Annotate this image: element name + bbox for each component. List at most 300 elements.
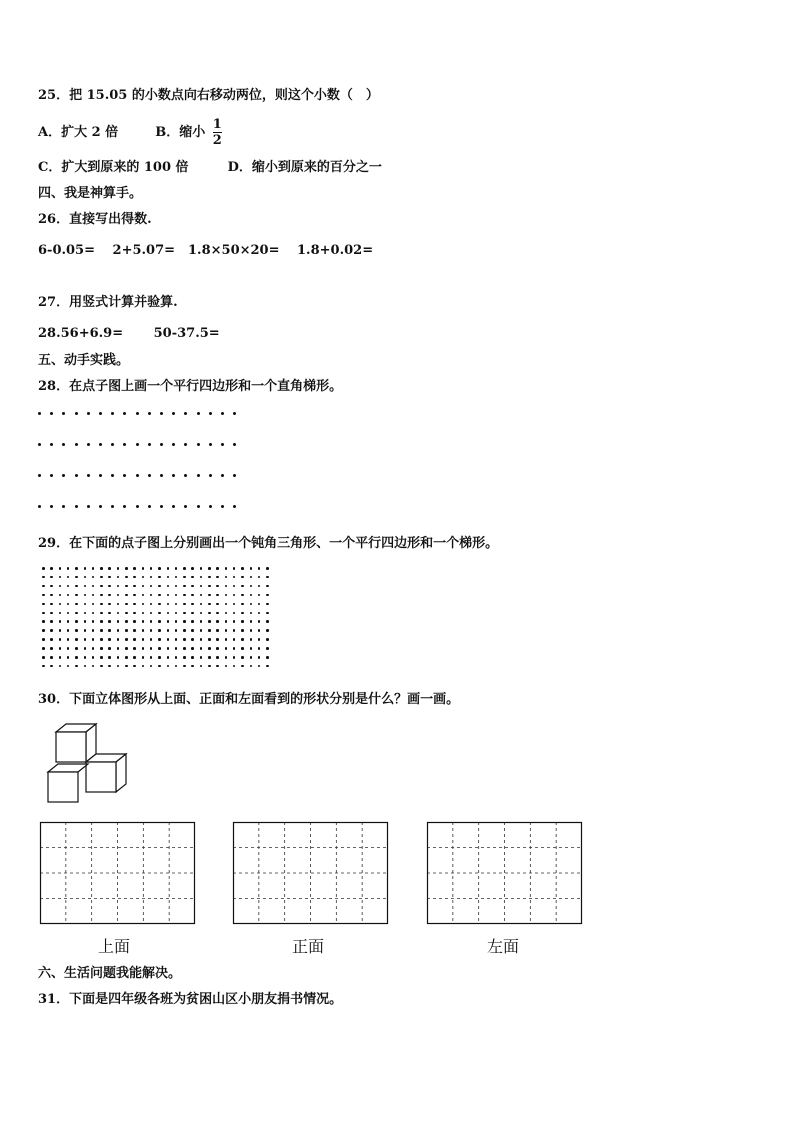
grid-dot[interactable] xyxy=(241,656,244,659)
grid-dot[interactable] xyxy=(258,585,261,588)
grid-dot[interactable] xyxy=(50,665,53,668)
grid-dot[interactable] xyxy=(241,647,244,650)
grid-dot[interactable] xyxy=(266,629,269,632)
left-view-grid[interactable] xyxy=(427,822,582,924)
grid-dot[interactable] xyxy=(184,505,187,508)
grid-dot[interactable] xyxy=(233,443,236,446)
grid-dot[interactable] xyxy=(100,576,103,579)
grid-dot[interactable] xyxy=(87,412,90,415)
grid-dot[interactable] xyxy=(50,612,53,615)
grid-dot[interactable] xyxy=(100,620,103,623)
grid-dot[interactable] xyxy=(92,612,95,615)
grid-dot[interactable] xyxy=(208,612,211,615)
grid-dot[interactable] xyxy=(221,474,224,477)
grid-dot[interactable] xyxy=(167,612,170,615)
grid-dot[interactable] xyxy=(233,474,236,477)
grid-dot[interactable] xyxy=(133,647,136,650)
grid-dot[interactable] xyxy=(233,576,236,579)
grid-dot[interactable] xyxy=(183,620,186,623)
grid-dot[interactable] xyxy=(123,412,126,415)
grid-dot[interactable] xyxy=(75,567,78,570)
grid-dot[interactable] xyxy=(84,620,87,623)
grid-dot[interactable] xyxy=(158,629,161,632)
grid-dot[interactable] xyxy=(92,656,95,659)
grid-dot[interactable] xyxy=(158,603,161,606)
grid-dot[interactable] xyxy=(92,576,95,579)
grid-dot[interactable] xyxy=(92,594,95,597)
grid-dot[interactable] xyxy=(38,412,41,415)
grid-dot[interactable] xyxy=(92,585,95,588)
grid-dot[interactable] xyxy=(184,474,187,477)
grid-dot[interactable] xyxy=(87,443,90,446)
grid-dot[interactable] xyxy=(191,567,194,570)
grid-dot[interactable] xyxy=(59,665,62,668)
grid-dot[interactable] xyxy=(133,629,136,632)
grid-dot[interactable] xyxy=(216,638,219,641)
grid-dot[interactable] xyxy=(233,612,236,615)
grid-dot[interactable] xyxy=(100,567,103,570)
grid-dot[interactable] xyxy=(84,585,87,588)
grid-dot[interactable] xyxy=(92,629,95,632)
grid-dot[interactable] xyxy=(150,585,153,588)
grid-dot[interactable] xyxy=(133,612,136,615)
grid-dot[interactable] xyxy=(241,629,244,632)
grid-dot[interactable] xyxy=(125,612,128,615)
grid-dot[interactable] xyxy=(148,412,151,415)
grid-dot[interactable] xyxy=(133,638,136,641)
grid-dot[interactable] xyxy=(92,665,95,668)
grid-dot[interactable] xyxy=(158,576,161,579)
grid-dot[interactable] xyxy=(117,638,120,641)
grid-dot[interactable] xyxy=(92,638,95,641)
grid-dot[interactable] xyxy=(100,656,103,659)
grid-dot[interactable] xyxy=(197,412,200,415)
grid-dot[interactable] xyxy=(133,603,136,606)
grid-dot[interactable] xyxy=(191,629,194,632)
grid-dot[interactable] xyxy=(183,603,186,606)
grid-dot[interactable] xyxy=(59,585,62,588)
grid-dot[interactable] xyxy=(50,505,53,508)
grid-dot[interactable] xyxy=(209,412,212,415)
grid-dot[interactable] xyxy=(250,594,253,597)
grid-dot[interactable] xyxy=(92,620,95,623)
grid-dot[interactable] xyxy=(87,505,90,508)
grid-dot[interactable] xyxy=(258,629,261,632)
grid-dot[interactable] xyxy=(208,603,211,606)
grid-dot[interactable] xyxy=(216,665,219,668)
grid-dot[interactable] xyxy=(175,629,178,632)
grid-dot[interactable] xyxy=(225,638,228,641)
grid-dot[interactable] xyxy=(241,567,244,570)
grid-dot[interactable] xyxy=(233,656,236,659)
grid-dot[interactable] xyxy=(42,594,45,597)
grid-dot[interactable] xyxy=(191,638,194,641)
grid-dot[interactable] xyxy=(67,603,70,606)
grid-dot[interactable] xyxy=(172,443,175,446)
grid-dot[interactable] xyxy=(59,594,62,597)
grid-dot[interactable] xyxy=(216,567,219,570)
grid-dot[interactable] xyxy=(200,576,203,579)
grid-dot[interactable] xyxy=(191,656,194,659)
grid-dot[interactable] xyxy=(133,656,136,659)
grid-dot[interactable] xyxy=(92,603,95,606)
grid-dot[interactable] xyxy=(216,576,219,579)
grid-dot[interactable] xyxy=(225,629,228,632)
grid-dot[interactable] xyxy=(108,665,111,668)
grid-dot[interactable] xyxy=(100,665,103,668)
grid-dot[interactable] xyxy=(42,612,45,615)
grid-dot[interactable] xyxy=(233,594,236,597)
grid-dot[interactable] xyxy=(150,594,153,597)
grid-dot[interactable] xyxy=(183,612,186,615)
grid-dot[interactable] xyxy=(84,665,87,668)
grid-dot[interactable] xyxy=(67,576,70,579)
grid-dot[interactable] xyxy=(100,629,103,632)
grid-dot[interactable] xyxy=(50,603,53,606)
grid-dot[interactable] xyxy=(100,612,103,615)
grid-dot[interactable] xyxy=(221,505,224,508)
grid-dot[interactable] xyxy=(125,576,128,579)
grid-dot[interactable] xyxy=(208,594,211,597)
grid-dot[interactable] xyxy=(67,567,70,570)
grid-dot[interactable] xyxy=(233,647,236,650)
grid-dot[interactable] xyxy=(99,412,102,415)
grid-dot[interactable] xyxy=(42,629,45,632)
grid-dot[interactable] xyxy=(150,656,153,659)
grid-dot[interactable] xyxy=(148,474,151,477)
grid-dot[interactable] xyxy=(258,567,261,570)
grid-dot[interactable] xyxy=(117,647,120,650)
grid-dot[interactable] xyxy=(75,594,78,597)
grid-dot[interactable] xyxy=(133,576,136,579)
grid-dot[interactable] xyxy=(67,620,70,623)
grid-dot[interactable] xyxy=(200,620,203,623)
grid-dot[interactable] xyxy=(38,505,41,508)
grid-dot[interactable] xyxy=(233,567,236,570)
grid-dot[interactable] xyxy=(175,585,178,588)
grid-dot[interactable] xyxy=(258,612,261,615)
grid-dot[interactable] xyxy=(108,638,111,641)
grid-dot[interactable] xyxy=(59,612,62,615)
grid-dot[interactable] xyxy=(84,567,87,570)
grid-dot[interactable] xyxy=(258,603,261,606)
grid-dot[interactable] xyxy=(150,612,153,615)
grid-dot[interactable] xyxy=(266,647,269,650)
grid-dot[interactable] xyxy=(216,656,219,659)
grid-dot[interactable] xyxy=(258,656,261,659)
grid-dot[interactable] xyxy=(84,656,87,659)
grid-dot[interactable] xyxy=(67,612,70,615)
grid-dot[interactable] xyxy=(117,665,120,668)
grid-dot[interactable] xyxy=(67,629,70,632)
grid-dot[interactable] xyxy=(225,612,228,615)
grid-dot[interactable] xyxy=(200,665,203,668)
grid-dot[interactable] xyxy=(111,474,114,477)
grid-dot[interactable] xyxy=(123,505,126,508)
grid-dot[interactable] xyxy=(100,647,103,650)
grid-dot[interactable] xyxy=(175,612,178,615)
grid-dot[interactable] xyxy=(197,505,200,508)
grid-dot[interactable] xyxy=(225,576,228,579)
grid-dot[interactable] xyxy=(38,443,41,446)
grid-dot[interactable] xyxy=(197,443,200,446)
grid-dot[interactable] xyxy=(150,620,153,623)
grid-dot[interactable] xyxy=(75,412,78,415)
grid-dot[interactable] xyxy=(50,594,53,597)
grid-dot[interactable] xyxy=(233,620,236,623)
grid-dot[interactable] xyxy=(67,585,70,588)
grid-dot[interactable] xyxy=(108,620,111,623)
grid-dot[interactable] xyxy=(208,647,211,650)
grid-dot[interactable] xyxy=(167,576,170,579)
grid-dot[interactable] xyxy=(200,647,203,650)
grid-dot[interactable] xyxy=(183,629,186,632)
grid-dot[interactable] xyxy=(100,638,103,641)
grid-dot[interactable] xyxy=(42,603,45,606)
grid-dot[interactable] xyxy=(200,629,203,632)
grid-dot[interactable] xyxy=(84,629,87,632)
grid-dot[interactable] xyxy=(225,665,228,668)
grid-dot[interactable] xyxy=(67,647,70,650)
grid-dot[interactable] xyxy=(200,612,203,615)
grid-dot[interactable] xyxy=(117,576,120,579)
grid-dot[interactable] xyxy=(150,638,153,641)
grid-dot[interactable] xyxy=(150,603,153,606)
grid-dot[interactable] xyxy=(266,638,269,641)
grid-dot[interactable] xyxy=(148,443,151,446)
grid-dot[interactable] xyxy=(183,576,186,579)
grid-dot[interactable] xyxy=(67,665,70,668)
grid-dot[interactable] xyxy=(42,620,45,623)
grid-dot[interactable] xyxy=(158,620,161,623)
grid-dot[interactable] xyxy=(123,443,126,446)
grid-dot[interactable] xyxy=(75,576,78,579)
grid-dot[interactable] xyxy=(150,665,153,668)
grid-dot[interactable] xyxy=(184,443,187,446)
grid-dot[interactable] xyxy=(59,567,62,570)
grid-dot[interactable] xyxy=(75,638,78,641)
grid-dot[interactable] xyxy=(133,585,136,588)
grid-dot[interactable] xyxy=(225,656,228,659)
grid-dot[interactable] xyxy=(216,594,219,597)
grid-dot[interactable] xyxy=(125,594,128,597)
grid-dot[interactable] xyxy=(258,576,261,579)
grid-dot[interactable] xyxy=(142,576,145,579)
grid-dot[interactable] xyxy=(75,505,78,508)
grid-dot[interactable] xyxy=(92,647,95,650)
grid-dot[interactable] xyxy=(75,620,78,623)
grid-dot[interactable] xyxy=(175,638,178,641)
grid-dot[interactable] xyxy=(258,620,261,623)
grid-dot[interactable] xyxy=(225,594,228,597)
grid-dot[interactable] xyxy=(158,567,161,570)
grid-dot[interactable] xyxy=(123,474,126,477)
grid-dot[interactable] xyxy=(99,505,102,508)
grid-dot[interactable] xyxy=(266,576,269,579)
grid-dot[interactable] xyxy=(67,656,70,659)
grid-dot[interactable] xyxy=(241,665,244,668)
grid-dot[interactable] xyxy=(150,567,153,570)
grid-dot[interactable] xyxy=(133,665,136,668)
grid-dot[interactable] xyxy=(75,656,78,659)
grid-dot[interactable] xyxy=(136,443,139,446)
grid-dot[interactable] xyxy=(209,505,212,508)
grid-dot[interactable] xyxy=(208,620,211,623)
grid-dot[interactable] xyxy=(241,638,244,641)
top-view-grid[interactable] xyxy=(40,822,195,924)
grid-dot[interactable] xyxy=(175,647,178,650)
grid-dot[interactable] xyxy=(150,647,153,650)
grid-dot[interactable] xyxy=(175,665,178,668)
grid-dot[interactable] xyxy=(191,594,194,597)
grid-dot[interactable] xyxy=(117,612,120,615)
grid-dot[interactable] xyxy=(158,585,161,588)
grid-dot[interactable] xyxy=(167,567,170,570)
grid-dot[interactable] xyxy=(233,412,236,415)
grid-dot[interactable] xyxy=(125,567,128,570)
grid-dot[interactable] xyxy=(59,638,62,641)
grid-dot[interactable] xyxy=(75,629,78,632)
grid-dot[interactable] xyxy=(142,629,145,632)
grid-dot[interactable] xyxy=(191,576,194,579)
grid-dot[interactable] xyxy=(62,412,65,415)
grid-dot[interactable] xyxy=(167,647,170,650)
grid-dot[interactable] xyxy=(158,665,161,668)
grid-dot[interactable] xyxy=(50,576,53,579)
grid-dot[interactable] xyxy=(200,567,203,570)
grid-dot[interactable] xyxy=(241,620,244,623)
grid-dot[interactable] xyxy=(136,412,139,415)
grid-dot[interactable] xyxy=(160,412,163,415)
grid-dot[interactable] xyxy=(167,585,170,588)
grid-dot[interactable] xyxy=(142,665,145,668)
grid-dot[interactable] xyxy=(84,603,87,606)
grid-dot[interactable] xyxy=(158,612,161,615)
grid-dot[interactable] xyxy=(42,647,45,650)
grid-dot[interactable] xyxy=(191,665,194,668)
grid-dot[interactable] xyxy=(158,594,161,597)
grid-dot[interactable] xyxy=(62,443,65,446)
grid-dot[interactable] xyxy=(75,665,78,668)
grid-dot[interactable] xyxy=(148,505,151,508)
grid-dot[interactable] xyxy=(241,585,244,588)
grid-dot[interactable] xyxy=(108,594,111,597)
grid-dot[interactable] xyxy=(175,603,178,606)
grid-dot[interactable] xyxy=(266,620,269,623)
grid-dot[interactable] xyxy=(209,474,212,477)
grid-dot[interactable] xyxy=(84,647,87,650)
grid-dot[interactable] xyxy=(99,443,102,446)
grid-dot[interactable] xyxy=(233,505,236,508)
grid-dot[interactable] xyxy=(111,443,114,446)
grid-dot[interactable] xyxy=(250,576,253,579)
grid-dot[interactable] xyxy=(50,567,53,570)
grid-dot[interactable] xyxy=(50,629,53,632)
grid-dot[interactable] xyxy=(50,638,53,641)
grid-dot[interactable] xyxy=(175,594,178,597)
grid-dot[interactable] xyxy=(75,612,78,615)
grid-dot[interactable] xyxy=(208,656,211,659)
grid-dot[interactable] xyxy=(99,474,102,477)
grid-dot[interactable] xyxy=(117,656,120,659)
grid-dot[interactable] xyxy=(108,585,111,588)
grid-dot[interactable] xyxy=(125,647,128,650)
grid-dot[interactable] xyxy=(108,576,111,579)
grid-dot[interactable] xyxy=(167,594,170,597)
grid-dot[interactable] xyxy=(250,629,253,632)
grid-dot[interactable] xyxy=(183,585,186,588)
grid-dot[interactable] xyxy=(136,474,139,477)
grid-dot[interactable] xyxy=(191,585,194,588)
grid-dot[interactable] xyxy=(191,612,194,615)
grid-dot[interactable] xyxy=(142,585,145,588)
grid-dot[interactable] xyxy=(183,665,186,668)
grid-dot[interactable] xyxy=(142,603,145,606)
grid-dot[interactable] xyxy=(59,576,62,579)
grid-dot[interactable] xyxy=(87,474,90,477)
grid-dot[interactable] xyxy=(125,638,128,641)
grid-dot[interactable] xyxy=(200,638,203,641)
grid-dot[interactable] xyxy=(142,594,145,597)
grid-dot[interactable] xyxy=(125,665,128,668)
grid-dot[interactable] xyxy=(225,585,228,588)
grid-dot[interactable] xyxy=(209,443,212,446)
grid-dot[interactable] xyxy=(266,603,269,606)
grid-dot[interactable] xyxy=(84,576,87,579)
grid-dot[interactable] xyxy=(233,603,236,606)
grid-dot[interactable] xyxy=(175,620,178,623)
grid-dot[interactable] xyxy=(133,620,136,623)
grid-dot[interactable] xyxy=(208,638,211,641)
grid-dot[interactable] xyxy=(266,594,269,597)
grid-dot[interactable] xyxy=(167,620,170,623)
grid-dot[interactable] xyxy=(250,612,253,615)
grid-dot[interactable] xyxy=(100,585,103,588)
grid-dot[interactable] xyxy=(158,647,161,650)
grid-dot[interactable] xyxy=(225,647,228,650)
grid-dot[interactable] xyxy=(142,620,145,623)
grid-dot[interactable] xyxy=(38,474,41,477)
grid-dot[interactable] xyxy=(50,412,53,415)
grid-dot[interactable] xyxy=(42,638,45,641)
grid-dot[interactable] xyxy=(84,612,87,615)
grid-dot[interactable] xyxy=(75,474,78,477)
grid-dot[interactable] xyxy=(111,505,114,508)
grid-dot[interactable] xyxy=(191,603,194,606)
grid-dot[interactable] xyxy=(59,647,62,650)
grid-dot[interactable] xyxy=(100,594,103,597)
grid-dot[interactable] xyxy=(197,474,200,477)
grid-dot[interactable] xyxy=(42,585,45,588)
grid-dot[interactable] xyxy=(225,620,228,623)
grid-dot[interactable] xyxy=(150,629,153,632)
grid-dot[interactable] xyxy=(208,567,211,570)
grid-dot[interactable] xyxy=(75,443,78,446)
grid-dot[interactable] xyxy=(50,443,53,446)
grid-dot[interactable] xyxy=(241,603,244,606)
grid-dot[interactable] xyxy=(208,585,211,588)
grid-dot[interactable] xyxy=(142,647,145,650)
grid-dot[interactable] xyxy=(225,603,228,606)
grid-dot[interactable] xyxy=(216,629,219,632)
grid-dot[interactable] xyxy=(216,647,219,650)
grid-dot[interactable] xyxy=(172,505,175,508)
grid-dot[interactable] xyxy=(59,603,62,606)
grid-dot[interactable] xyxy=(250,656,253,659)
grid-dot[interactable] xyxy=(158,638,161,641)
grid-dot[interactable] xyxy=(75,603,78,606)
grid-dot[interactable] xyxy=(225,567,228,570)
